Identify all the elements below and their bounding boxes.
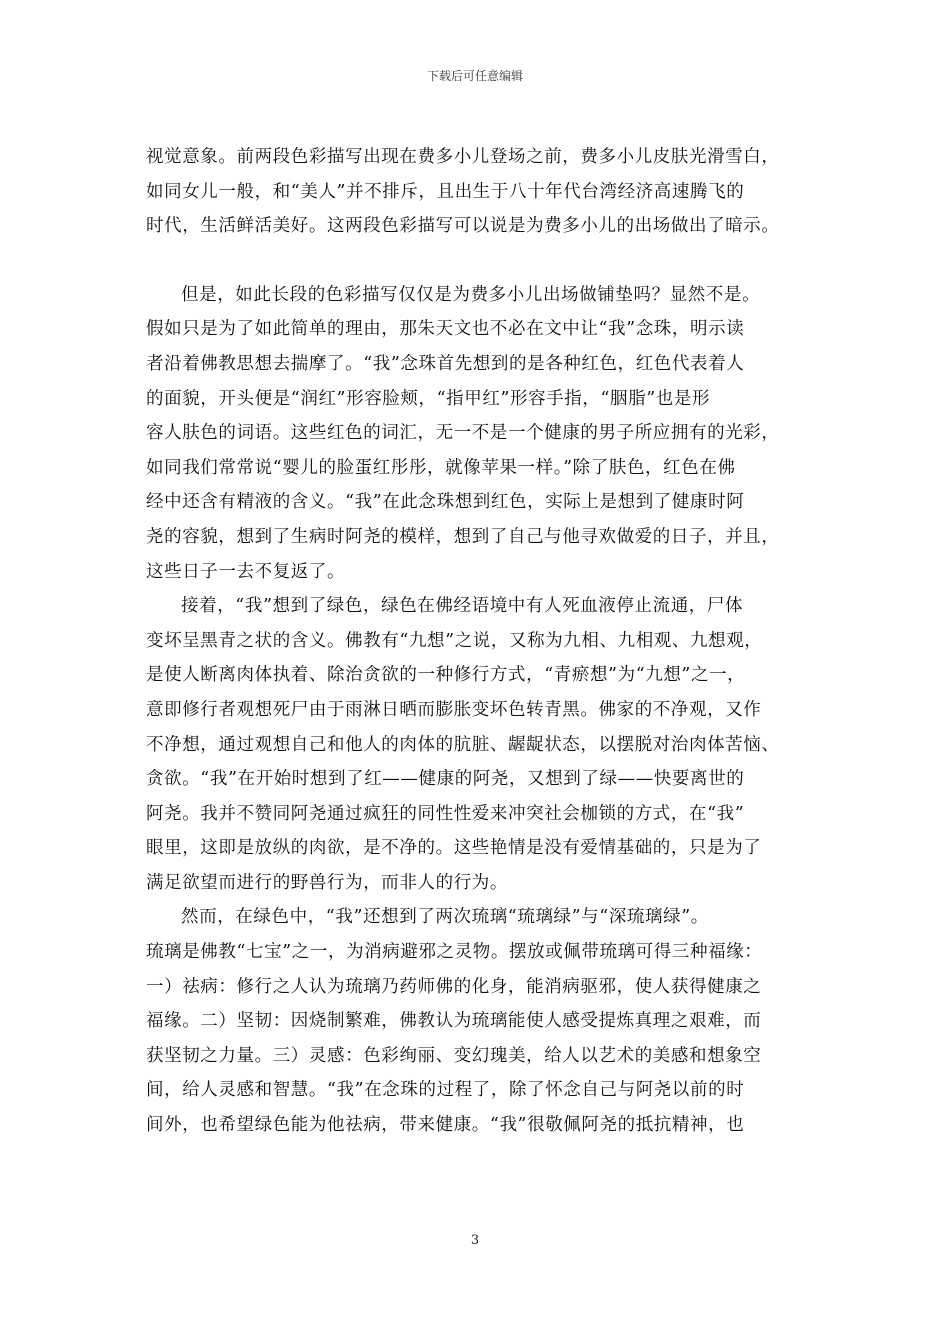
- text-line: 的面貌，开头便是“润红”形容脸颊，“指甲红”形容手指，“胭脂”也是形: [146, 388, 711, 409]
- text-line: 间外，也希望绿色能为他祛病，带来健康。“我”很敬佩阿尧的抵抗精神，也: [146, 1115, 745, 1136]
- text-line: 视觉意象。前两段色彩描写出现在费多小儿登场之前，费多小儿皮肤光滑雪白，: [146, 147, 780, 167]
- text-line: 贪欲。“我”在开始时想到了红——健康的阿尧，又想到了绿——快要离世的: [146, 769, 745, 790]
- text-line: 时代，生活鲜活美好。这两段色彩描写可以说是为费多小儿的出场做出了暗示。: [146, 216, 780, 237]
- text-line: 但是，如此长段的色彩描写仅仅是为费多小儿出场做铺垫吗？显然不是。: [181, 284, 761, 305]
- text-line: 容人肤色的词语。这些红色的词汇，无一不是一个健康的男子所应拥有的光彩，: [146, 423, 780, 444]
- text-line: 获坚韧之力量。三）灵感：色彩绚丽、变幻瑰美，给人以艺术的美感和想象空: [146, 1045, 762, 1066]
- text-line: 变坏呈黑青之状的含义。佛教有“九想”之说，又称为九相、九相观、九想观，: [146, 630, 763, 651]
- paragraph-1: [146, 140, 810, 244]
- paragraph-2: [146, 278, 810, 589]
- text-line: 经中还含有精液的含义。“我”在此念珠想到红色，实际上是想到了健康时阿: [146, 492, 745, 513]
- text-line: 尧的容貌，想到了生病时阿尧的模样，想到了自己与他寻欢做爱的日子，并且，: [146, 526, 780, 547]
- text-line: 眼里，这即是放纵的肉欲，是不净的。这些艳情是没有爱情基础的，只是为了: [146, 838, 762, 859]
- text-line: 福缘。二）坚韧：因烧制繁难，佛教认为琉璃能使人感受提炼真理之艰难，而: [146, 1011, 762, 1032]
- document-body: [146, 140, 810, 1143]
- text-line: 然而，在绿色中，“我”还想到了两次琉璃“琉璃绿”与“深琉璃绿”。: [181, 907, 709, 928]
- paragraph-4: [146, 900, 810, 1142]
- text-line: 是使人断离肉体执着、除治贪欲的一种修行方式，“青瘀想”为“九想”之一，: [146, 665, 746, 686]
- text-line: 如同女儿一般，和“美人”并不排斥，且出生于八十年代台湾经济高速腾飞的: [146, 181, 745, 202]
- text-line: 假如只是为了如此简单的理由，那朱天文也不必在文中让“我”念珠，明示读: [146, 319, 745, 340]
- text-line: 者沿着佛教思想去揣摩了。“我”念珠首先想到的是各种红色，红色代表着人: [146, 353, 745, 374]
- text-line: 阿尧。我并不赞同阿尧通过疯狂的同性性爱来冲突社会枷锁的方式，在“我”: [146, 803, 745, 824]
- text-line: 意即修行者观想死尸由于雨淋日晒而膨胀变坏色转青黑。佛家的不净观，又作: [146, 699, 762, 720]
- text-line: 满足欲望而进行的野兽行为，而非人的行为。: [146, 872, 508, 893]
- text-line: 如同我们常常说“婴儿的脸蛋红彤彤，就像苹果一样。”除了肤色，红色在佛: [146, 457, 736, 478]
- paragraph-3: [146, 589, 810, 900]
- text-line: 不净想，通过观想自己和他人的肉体的肮脏、龌龊状态，以摆脱对治肉体苦恼、: [146, 734, 780, 755]
- text-line: 一）祛病：修行之人认为琉璃乃药师佛的化身，能消病驱邪，使人获得健康之: [146, 976, 762, 997]
- text-line: 这些日子一去不复返了。: [146, 561, 346, 582]
- text-line: 接着，“我”想到了绿色，绿色在佛经语境中有人死血液停止流通，尸体: [181, 596, 744, 617]
- text-line: 琉璃是佛教“七宝”之一，为消病避邪之灵物。摆放或佩带琉璃可得三种福缘：: [146, 942, 763, 963]
- page-number: 3: [470, 1233, 480, 1248]
- page-header: 下载后可任意编辑: [426, 69, 523, 83]
- text-line: 间，给人灵感和智慧。“我”在念珠的过程了，除了怀念自己与阿尧以前的时: [146, 1080, 745, 1101]
